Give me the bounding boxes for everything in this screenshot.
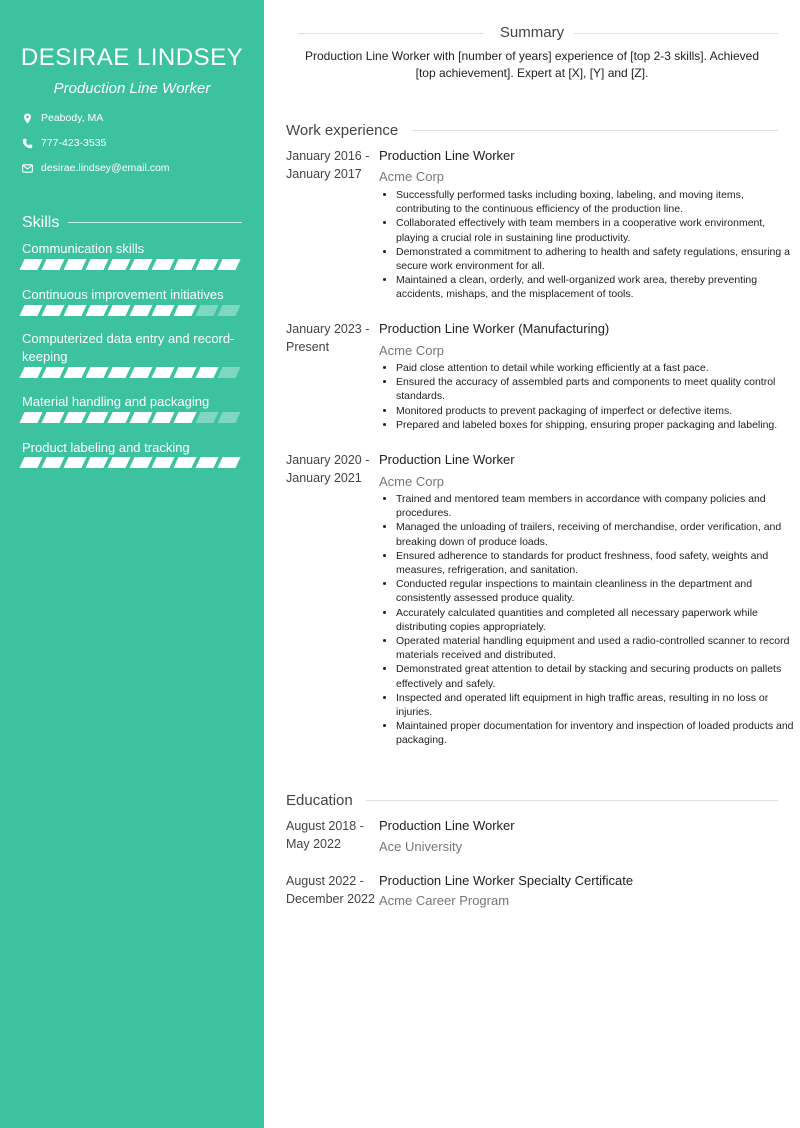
skill-segment-filled [63, 367, 86, 378]
job-bullet: • Operated material handling equipment and used a radio-controlled scanner to record materials received and distributed. [396, 634, 796, 662]
skill-segment-filled [63, 412, 86, 423]
skill-segment-filled [63, 305, 86, 316]
contact-location [22, 112, 103, 124]
education-date-start: August 2018 - [286, 819, 364, 833]
skill-segment-filled [63, 457, 86, 468]
skill-segment-filled [41, 259, 64, 270]
job-bullet: • Successfully performed tasks including boxing, labeling, and moving items, contributing to the continuous efficiency of the production line. [396, 188, 796, 216]
skill-label: Continuous improvement initiatives [22, 287, 224, 302]
email-icon [22, 163, 33, 174]
skill-segment-filled [85, 412, 108, 423]
education-date [286, 817, 378, 853]
job-bullets [379, 492, 796, 748]
job-role: Production Line Worker (Manufacturing) [379, 321, 610, 336]
skill-segment-filled [217, 457, 240, 468]
job-bullet: • Ensured the accuracy of assembled parts and components to meet quality control standards. [396, 375, 796, 403]
skill-segment-empty [217, 367, 240, 378]
job-role: Production Line Worker [379, 452, 515, 467]
skill-segment-filled [173, 457, 196, 468]
phone-text: 777-423-3535 [41, 137, 107, 149]
skill-segment-filled [173, 412, 196, 423]
skill-segment-filled [195, 259, 218, 270]
job-bullet: • Inspected and operated lift equipment in high traffic areas, resulting in no loss or injuries. [396, 691, 796, 719]
contact-email [22, 162, 170, 174]
skill-segment-filled [129, 457, 152, 468]
job-date [286, 320, 378, 356]
skill-segment-filled [19, 367, 42, 378]
skill-segment-filled [41, 367, 64, 378]
education-degree: Production Line Worker Specialty Certificate [379, 873, 634, 888]
skill-segment-filled [107, 412, 130, 423]
job-date-end: January 2017 [286, 167, 362, 181]
summary-heading: Summary [499, 24, 565, 41]
education-date-end: May 2022 [286, 837, 341, 851]
skill-segment-empty [195, 412, 218, 423]
skill-segment-filled [151, 367, 174, 378]
job-bullets [379, 188, 796, 302]
education-rule [366, 800, 778, 801]
skill-segment-filled [173, 259, 196, 270]
skill-segment-filled [63, 259, 86, 270]
skill-segment-filled [107, 305, 130, 316]
skill-segment-filled [129, 259, 152, 270]
skill-label: Communication skills [22, 241, 145, 256]
summary-rule-right [574, 33, 778, 34]
skill-level-bar [22, 457, 244, 468]
skills-heading-rule [68, 222, 242, 223]
education-date [286, 872, 378, 908]
email-text: desirae.lindsey@email.com [41, 162, 170, 174]
job-company: Acme Corp [379, 474, 445, 489]
skill-segment-empty [195, 305, 218, 316]
job-bullet: • Maintained proper documentation for inventory and inspection of loaded products and packaging. [396, 719, 796, 747]
skill-segment-filled [129, 412, 152, 423]
skill-level-bar [22, 412, 244, 423]
job-date [286, 147, 378, 183]
skill-segment-filled [151, 259, 174, 270]
education-heading: Education [286, 792, 353, 809]
job-date-start: January 2016 - [286, 149, 370, 163]
work-experience-rule [412, 130, 778, 131]
skill-segment-filled [173, 367, 196, 378]
job-bullet: • Prepared and labeled boxes for shipping, ensuring proper packaging and labeling. [396, 418, 796, 432]
job-bullet: • Monitored products to prevent packaging of imperfect or defective items. [396, 404, 796, 418]
skill-segment-filled [85, 259, 108, 270]
skill-segment-filled [107, 259, 130, 270]
skill-segment-filled [107, 457, 130, 468]
skill-segment-empty [217, 412, 240, 423]
job-bullet: • Trained and mentored team members in accordance with company policies and procedures. [396, 492, 796, 520]
phone-icon [22, 138, 33, 149]
candidate-name: DESIRAE LINDSEY [20, 44, 244, 71]
skill-segment-filled [19, 457, 42, 468]
skill-segment-filled [151, 305, 174, 316]
location-pin-icon [22, 113, 33, 124]
skill-segment-filled [107, 367, 130, 378]
job-bullet: • Conducted regular inspections to maintain cleanliness in the department and consistently assessed produce quality. [396, 577, 796, 605]
skill-segment-filled [173, 305, 196, 316]
job-bullet: • Demonstrated great attention to detail by stacking and securing products on pallets effectively and safely. [396, 662, 796, 690]
education-school: Acme Career Program [379, 893, 510, 908]
job-date-end: Present [286, 340, 330, 354]
summary-text: Production Line Worker with [number of years] experience of [top 2-3 skills]. Achieved [top achievement]. Expert at [X], [Y] and [Z]. [304, 49, 759, 80]
job-bullet: • Collaborated effectively with team members in a cooperative work environment, playing a crucial role in sustaining line productivity. [396, 216, 796, 244]
job-bullet: • Managed the unloading of trailers, receiving of merchandise, order verification, and breaking down of produce loads. [396, 520, 796, 548]
skills-heading: Skills [22, 214, 60, 231]
skill-segment-filled [85, 305, 108, 316]
job-bullet: • Ensured adherence to standards for product freshness, food safety, weights and measures, refrigeration, and sanitation. [396, 549, 796, 577]
education-date-start: August 2022 - [286, 874, 364, 888]
skill-label: Computerized data entry and record-keeping [22, 331, 235, 364]
skill-label: Material handling and packaging [22, 394, 210, 409]
job-company: Acme Corp [379, 343, 445, 358]
skill-segment-filled [41, 457, 64, 468]
skill-level-bar [22, 259, 244, 270]
contact-phone [22, 137, 106, 149]
job-date-start: January 2020 - [286, 453, 370, 467]
job-date-end: January 2021 [286, 471, 362, 485]
location-text: Peabody, MA [41, 112, 104, 124]
skill-level-bar [22, 367, 244, 378]
skill-segment-filled [151, 412, 174, 423]
skill-label: Product labeling and tracking [22, 440, 190, 455]
job-bullet: • Maintained a clean, orderly, and well-organized work area, thereby preventing accidents, mishaps, and the misplacement of tools. [396, 273, 796, 301]
skill-segment-filled [85, 457, 108, 468]
skill-segment-filled [195, 457, 218, 468]
education-school: Ace University [379, 839, 463, 854]
job-date [286, 451, 378, 487]
job-role: Production Line Worker [379, 148, 515, 163]
skill-segment-filled [41, 412, 64, 423]
job-bullet: • Accurately calculated quantities and completed all necessary paperwork while distributing copies appropriately. [396, 606, 796, 634]
skill-segment-filled [217, 259, 240, 270]
job-company: Acme Corp [379, 169, 445, 184]
education-degree: Production Line Worker [379, 818, 515, 833]
skill-segment-filled [19, 412, 42, 423]
job-bullets [379, 361, 796, 432]
skill-segment-filled [129, 305, 152, 316]
skill-segment-filled [195, 367, 218, 378]
job-bullet: • Paid close attention to detail while working efficiently at a fast pace. [396, 361, 796, 375]
skill-segment-filled [41, 305, 64, 316]
job-date-start: January 2023 - [286, 322, 370, 336]
skill-segment-filled [85, 367, 108, 378]
skill-segment-empty [217, 305, 240, 316]
candidate-title: Production Line Worker [53, 80, 211, 97]
skill-segment-filled [19, 259, 42, 270]
education-date-end: December 2022 [286, 892, 375, 906]
work-experience-heading: Work experience [286, 122, 399, 139]
sidebar [0, 0, 264, 1128]
skill-level-bar [22, 305, 244, 316]
skill-segment-filled [151, 457, 174, 468]
skill-segment-filled [19, 305, 42, 316]
job-bullet: • Demonstrated a commitment to adhering to health and safety regulations, ensuring a secure work environment for all. [396, 245, 796, 273]
skill-segment-filled [129, 367, 152, 378]
